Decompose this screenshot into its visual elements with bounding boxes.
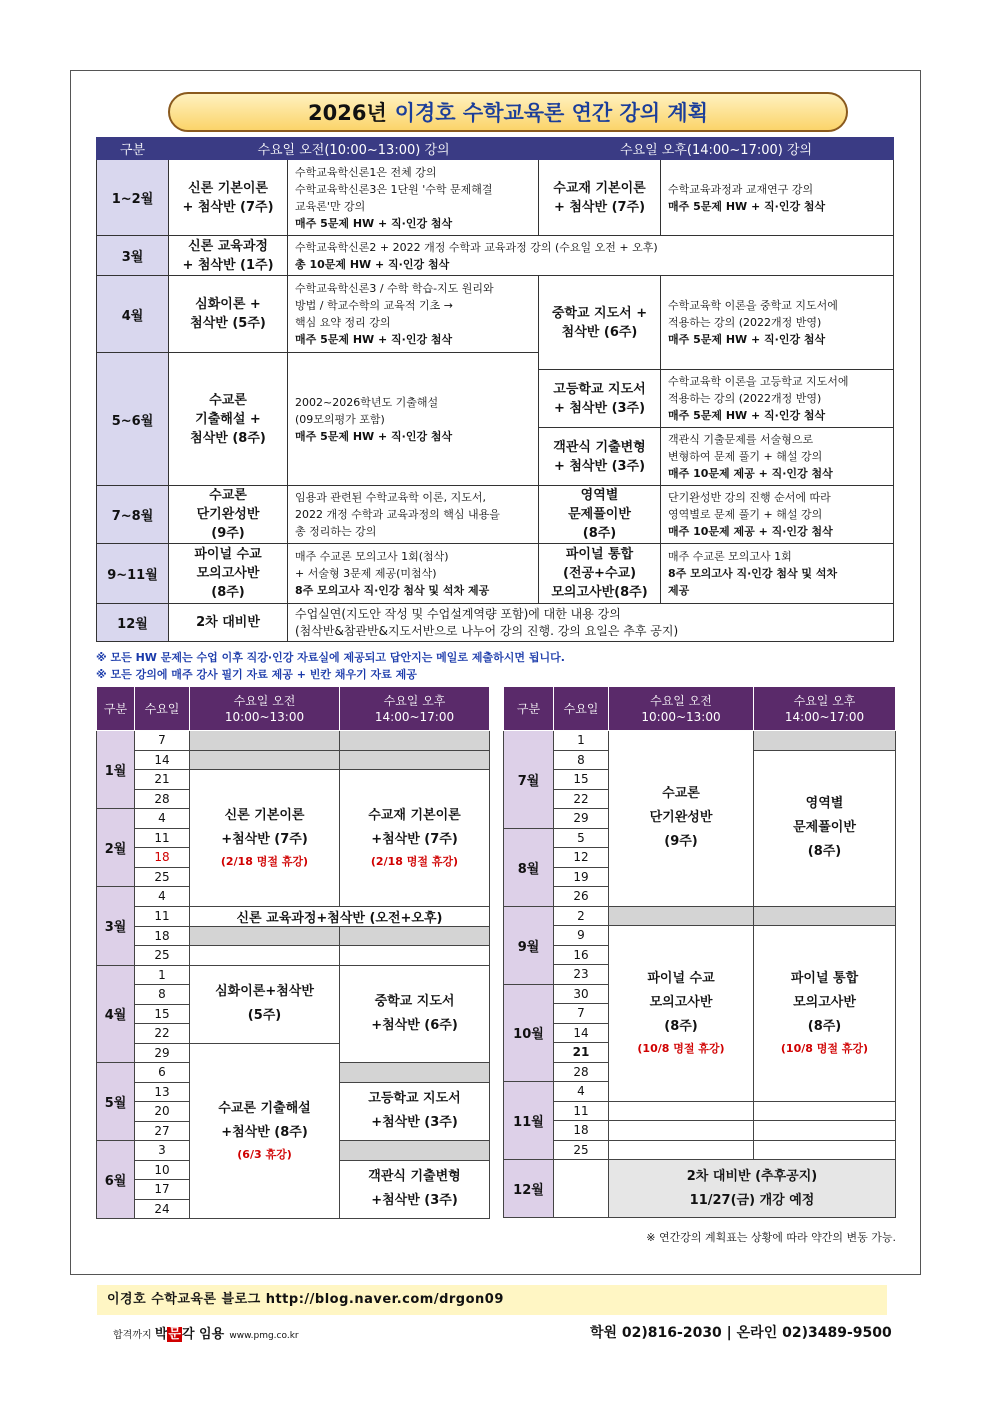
cal-day: 7 — [135, 731, 190, 751]
cal-day: 14 — [135, 750, 190, 770]
cal-month: 4월 — [97, 965, 135, 1063]
course-block: 중학교 지도서 +첨삭반 (6주) — [340, 965, 490, 1063]
cal-day: 25 — [135, 867, 190, 887]
cal-day: 11 — [135, 906, 190, 926]
header-pm: 수요일 오후(14:00~17:00) 강의 — [539, 138, 894, 160]
cal-day: 22 — [554, 789, 609, 809]
course-desc: 객관식 기출문제를 서술형으로 변형하여 문제 풀기 + 해설 강의 매주 10문제 제공 + 직·인강 첨삭 — [661, 428, 894, 486]
course-name: 고등학교 지도서 + 첨삭반 (3주) — [539, 370, 661, 428]
cal-day: 12 — [554, 848, 609, 868]
cal-day: 8 — [135, 985, 190, 1005]
empty-cell — [190, 926, 340, 946]
empty-cell — [340, 946, 490, 966]
cal-day: 2 — [554, 906, 609, 926]
course-desc: 임용과 관련된 수학교육학 이론, 지도서, 2022 개정 수학과 교육과정의 핵심 내용을 총 정리하는 강의 — [288, 486, 539, 544]
cal-head-day: 수요일 — [554, 687, 609, 731]
cal-day: 27 — [135, 1121, 190, 1141]
course-desc: 단기완성반 강의 진행 순서에 따라 영역별로 문제 풀기 + 해설 강의 매주 10문제 제공 + 직·인강 첨삭 — [661, 486, 894, 544]
cal-day: 24 — [135, 1199, 190, 1219]
course-block: 수교재 기본이론 +첨삭반 (7주) (2/18 명절 휴강) — [340, 770, 490, 907]
course-desc: 매주 수교론 모의고사 1회 8주 모의고사 직·인강 첨삭 및 석차 제공 — [661, 544, 894, 604]
cal-day: 15 — [135, 1004, 190, 1024]
course-block: 영역별 문제풀이반 (8주) — [754, 750, 896, 906]
cal-day: 14 — [554, 1023, 609, 1043]
cal-day: 25 — [135, 946, 190, 966]
course-desc: 수학교육학신론2 + 2022 개정 수학과 교육과정 강의 (수요일 오전 + 오후) 총 10문제 HW + 직·인강 첨삭 — [288, 236, 894, 276]
cal-day: 11 — [554, 1101, 609, 1121]
course-desc: 수학교육학 이론을 중학교 지도서에 적용하는 강의 (2022개정 반영) 매주 5문제 HW + 직·인강 첨삭 — [661, 276, 894, 370]
course-name: 수교론 기출해설 + 첨삭반 (8주) — [169, 353, 288, 486]
calendar-jul-dec — [503, 686, 896, 1218]
calendar-jan-jun — [96, 686, 490, 1219]
cal-day: 18 — [554, 1121, 609, 1141]
cal-month: 5월 — [97, 1063, 135, 1141]
course-desc: 2002~2026학년도 기출해설 (09모의평가 포함) 매주 5문제 HW + 직·인강 첨삭 — [288, 353, 539, 486]
empty-cell — [609, 1121, 754, 1141]
cal-day: 22 — [135, 1024, 190, 1044]
note-materials: ※ 모든 강의에 매주 강사 필기 자료 제공 + 빈칸 채우기 자료 제공 — [96, 668, 417, 681]
cal-month: 10월 — [504, 984, 554, 1082]
course-block: 파이널 통합 모의고사반 (8주) (10/8 명절 휴강) — [754, 926, 896, 1102]
course-block: 심화이론+첨삭반 (5주) — [190, 965, 340, 1043]
month-cell: 12월 — [97, 604, 169, 642]
cal-day: 29 — [554, 809, 609, 829]
course-name: 중학교 지도서 + 첨삭반 (6주) — [539, 276, 661, 370]
cal-month: 9월 — [504, 906, 554, 984]
title-main: 이경호 수학교육론 연간 강의 계획 — [394, 101, 708, 125]
cal-day: 6 — [135, 1063, 190, 1083]
cal-day: 4 — [135, 887, 190, 907]
empty-cell — [609, 906, 754, 926]
cal-head-day: 수요일 — [135, 687, 190, 731]
empty-cell — [754, 906, 896, 926]
course-desc: 수업실연(지도안 작성 및 수업설계역량 포함)에 대한 내용 강의 (첨삭반&참관반&지도서반으로 나누어 강의 진행. 강의 요일은 추후 공지) — [288, 604, 894, 642]
empty-cell — [754, 731, 896, 751]
cal-month: 3월 — [97, 887, 135, 966]
course-name: 파이널 통합 (전공+수교) 모의고사반(8주) — [539, 544, 661, 604]
header-am: 수요일 오전(10:00~13:00) 강의 — [169, 138, 539, 160]
cal-month: 1월 — [97, 731, 135, 809]
empty-cell — [340, 731, 490, 751]
cal-day: 10 — [135, 1160, 190, 1180]
course-desc: 수학교육학신론3 / 수학 학습-지도 원리와 방법 / 학교수학의 교육적 기초 → 핵심 요약 정리 강의 매주 5문제 HW + 직·인강 첨삭 — [288, 276, 539, 353]
course-block: 고등학교 지도서 +첨삭반 (3주) — [340, 1082, 490, 1141]
cal-head-am: 수요일 오전 10:00~13:00 — [609, 687, 754, 731]
cal-day: 25 — [554, 1140, 609, 1160]
cal-day: 9 — [554, 926, 609, 946]
course-desc: 수학교육과정과 교재연구 강의 매주 5문제 HW + 직·인강 첨삭 — [661, 160, 894, 236]
cal-day: 20 — [135, 1102, 190, 1122]
title-year: 2026년 — [308, 101, 387, 125]
empty-cell — [190, 731, 340, 751]
course-block: 파이널 수교 모의고사반 (8주) (10/8 명절 휴강) — [609, 926, 754, 1102]
cal-day: 4 — [554, 1082, 609, 1102]
cal-head-am: 수요일 오전 10:00~13:00 — [190, 687, 340, 731]
header-gubun: 구분 — [97, 138, 169, 160]
note-hw: ※ 모든 HW 문제는 수업 이후 직강·인강 자료실에 제공되고 답안지는 메일로 제출하시면 됩니다. — [96, 651, 565, 664]
course-block: 신론 교육과정+첨삭반 (오전+오후) — [190, 906, 490, 926]
month-cell: 5~6월 — [97, 353, 169, 486]
month-cell: 1~2월 — [97, 160, 169, 236]
cal-month: 2월 — [97, 809, 135, 887]
cal-day: 3 — [135, 1141, 190, 1161]
cal-month: 7월 — [504, 731, 554, 829]
cal-day: 19 — [554, 867, 609, 887]
empty-cell — [554, 1160, 609, 1218]
cal-head-pm: 수요일 오후 14:00~17:00 — [754, 687, 896, 731]
cal-day: 1 — [135, 965, 190, 985]
blog-link[interactable]: 이경호 수학교육론 블로그 http://blog.naver.com/drgon09 — [97, 1285, 887, 1315]
month-cell: 7~8월 — [97, 486, 169, 544]
empty-cell — [754, 1140, 896, 1160]
cal-day: 29 — [135, 1043, 190, 1063]
cal-month: 11월 — [504, 1082, 554, 1160]
course-block: 수교론 기출해설 +첨삭반 (8주) (6/3 휴강) — [190, 1043, 340, 1219]
empty-cell — [754, 1101, 896, 1121]
cal-day: 17 — [135, 1180, 190, 1200]
course-block: 수교론 단기완성반 (9주) — [609, 731, 754, 907]
cal-day: 28 — [135, 789, 190, 809]
cal-day: 5 — [554, 828, 609, 848]
course-desc: 수학교육학 이론을 고등학교 지도서에 적용하는 강의 (2022개정 반영) 매주 5문제 HW + 직·인강 첨삭 — [661, 370, 894, 428]
page-title — [168, 92, 848, 132]
course-name: 심화이론 + 첨삭반 (5주) — [169, 276, 288, 353]
cal-day: 28 — [554, 1062, 609, 1082]
cal-month: 8월 — [504, 828, 554, 906]
empty-cell — [609, 1101, 754, 1121]
cal-day: 13 — [135, 1082, 190, 1102]
summary-table — [96, 137, 894, 642]
empty-cell — [190, 750, 340, 770]
course-name: 수교론 단기완성반 (9주) — [169, 486, 288, 544]
cal-day: 1 — [554, 731, 609, 751]
cal-day: 18 — [135, 848, 190, 868]
course-desc: 매주 수교론 모의고사 1회(첨삭) + 서술형 3문제 제공(미첨삭) 8주 모의고사 직·인강 첨삭 및 석차 제공 — [288, 544, 539, 604]
cal-day: 26 — [554, 887, 609, 907]
course-name: 영역별 문제풀이반 (8주) — [539, 486, 661, 544]
cal-day: 21 — [135, 770, 190, 790]
cal-day: 30 — [554, 984, 609, 1004]
cal-day: 15 — [554, 770, 609, 790]
cal-day: 4 — [135, 809, 190, 829]
cal-head-pm: 수요일 오후 14:00~17:00 — [340, 687, 490, 731]
month-cell: 4월 — [97, 276, 169, 353]
cal-head-gubun: 구분 — [504, 687, 554, 731]
cal-month: 6월 — [97, 1141, 135, 1219]
course-desc: 수학교육학신론1은 전체 강의 수학교육학신론3은 1단원 '수학 문제해결 교육론'만 강의 매주 5문제 HW + 직·인강 첨삭 — [288, 160, 539, 236]
empty-cell — [190, 946, 340, 966]
cal-head-gubun: 구분 — [97, 687, 135, 731]
cal-day: 7 — [554, 1004, 609, 1024]
cal-day: 18 — [135, 926, 190, 946]
course-name: 2차 대비반 — [169, 604, 288, 642]
course-name: 수교재 기본이론 + 첨삭반 (7주) — [539, 160, 661, 236]
cal-day: 11 — [135, 828, 190, 848]
course-name: 신론 기본이론 + 첨삭반 (7주) — [169, 160, 288, 236]
cal-month: 12월 — [504, 1160, 554, 1218]
course-name: 파이널 수교 모의고사반 (8주) — [169, 544, 288, 604]
course-block: 신론 기본이론 +첨삭반 (7주) (2/18 명절 휴강) — [190, 770, 340, 907]
course-block: 2차 대비반 (추후공지) 11/27(금) 개강 예정 — [609, 1160, 896, 1218]
cal-day: 8 — [554, 750, 609, 770]
publisher-logo: 합격까지 박문각 임용 www.pmg.co.kr — [113, 1327, 299, 1342]
contact-info: 학원 02)816-2030 | 온라인 02)3489-9500 — [590, 1325, 892, 1341]
empty-cell — [340, 1141, 490, 1161]
cal-day: 23 — [554, 965, 609, 985]
course-name: 객관식 기출변형 + 첨삭반 (3주) — [539, 428, 661, 486]
cal-day: 16 — [554, 945, 609, 965]
month-cell: 3월 — [97, 236, 169, 276]
empty-cell — [609, 1140, 754, 1160]
course-block: 객관식 기출변형 +첨삭반 (3주) — [340, 1160, 490, 1219]
month-cell: 9~11월 — [97, 544, 169, 604]
bottom-note: ※ 연간강의 계획표는 상황에 따라 약간의 변동 가능. — [646, 1231, 896, 1244]
empty-cell — [754, 1121, 896, 1141]
empty-cell — [340, 926, 490, 946]
cal-day: 21 — [554, 1043, 609, 1063]
empty-cell — [340, 1063, 490, 1083]
empty-cell — [340, 750, 490, 770]
course-name: 신론 교육과정 + 첨삭반 (1주) — [169, 236, 288, 276]
